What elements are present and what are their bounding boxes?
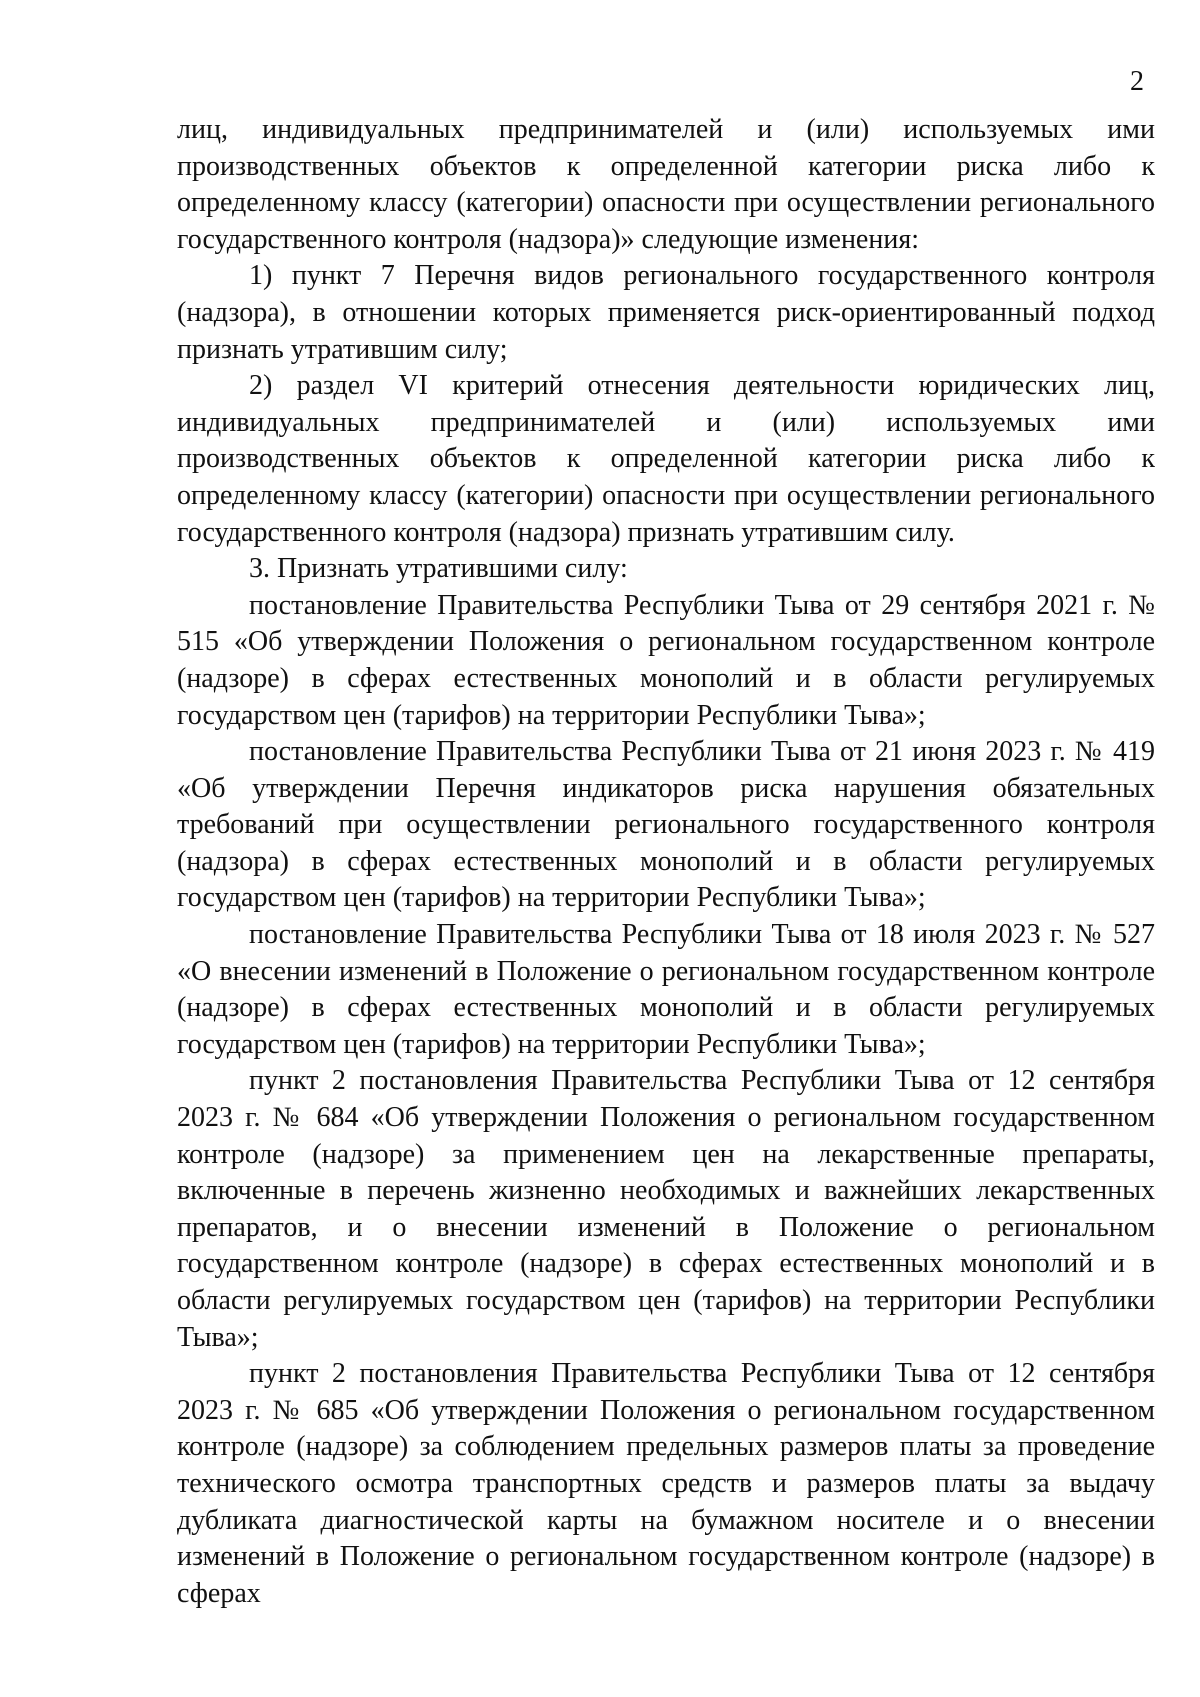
- document-body: [177, 112, 1155, 1612]
- paragraph-continuation: лиц, индивидуальных предпринимателей и (или) используемых ими производственных объектов к определенной категории риска либо к определенному классу (категории) опасности при осуществлении регионального государственного контроля (надзора)» следующие изменения:: [177, 114, 1155, 255]
- paragraph-resolution-515: постановление Правительства Республики Тыва от 29 сентября 2021 г. № 515 «Об утверждении Положения о региональном государственном контроле (надзоре) в сферах естественных монополий и в области регулируемых государством цен (тарифов) на территории Республики Тыва»;: [177, 589, 1155, 731]
- paragraph-resolution-419: постановление Правительства Республики Тыва от 21 июня 2023 г. № 419 «Об утверждении Перечня индикаторов риска нарушения обязательных требований при осуществлении регионального государственного контроля (надзора) в сферах естественных монополий и в области регулируемых государством цен (тарифов) на территории Республики Тыва»;: [177, 736, 1155, 914]
- paragraph-item-1: 1) пункт 7 Перечня видов регионального государственного контроля (надзора), в отношении которых применяется риск-ориентированный подход признать утратившим силу;: [177, 260, 1155, 365]
- paragraph-resolution-527: постановление Правительства Республики Тыва от 18 июля 2023 г. № 527 «О внесении изменений в Положение о региональном государственном контроле (надзоре) в сферах естественных монополий и в области регулируемых государством цен (тарифов) на территории Республики Тыва»;: [177, 919, 1155, 1060]
- paragraph-item-2: 2) раздел VI критерий отнесения деятельности юридических лиц, индивидуальных предпринимателей и (или) используемых ими производственных объектов к определенной категории риска либо к определенному классу (категории) опасности при осуществлении регионального государственного контроля (надзора) признать утратившим силу.: [177, 370, 1155, 548]
- paragraph-resolution-684: пункт 2 постановления Правительства Республики Тыва от 12 сентября 2023 г. № 684 «Об утверждении Положения о региональном государственном контроле (надзоре) за применением цен на лекарственные препараты, включенные в перечень жизненно необходимых и важнейших лекарственных препаратов, и о внесении изменений в Положение о региональном государственном контроле (надзоре) в сферах естественных монополий и в области регулируемых государством цен (тарифов) на территории Республики Тыва»;: [177, 1065, 1155, 1353]
- paragraph-clause-3: 3. Признать утратившими силу:: [249, 553, 628, 585]
- page-number: 2: [1130, 66, 1144, 97]
- paragraph-resolution-685: пункт 2 постановления Правительства Республики Тыва от 12 сентября 2023 г. № 685 «Об утверждении Положения о региональном государственном контроле (надзоре) за соблюдением предельных размеров платы за проведение технического осмотра транспортных средств и размеров платы за выдачу дубликата диагностической карты на бумажном носителе и о внесении изменений в Положение о региональном государственном контроле (надзоре) в сферах: [177, 1358, 1155, 1609]
